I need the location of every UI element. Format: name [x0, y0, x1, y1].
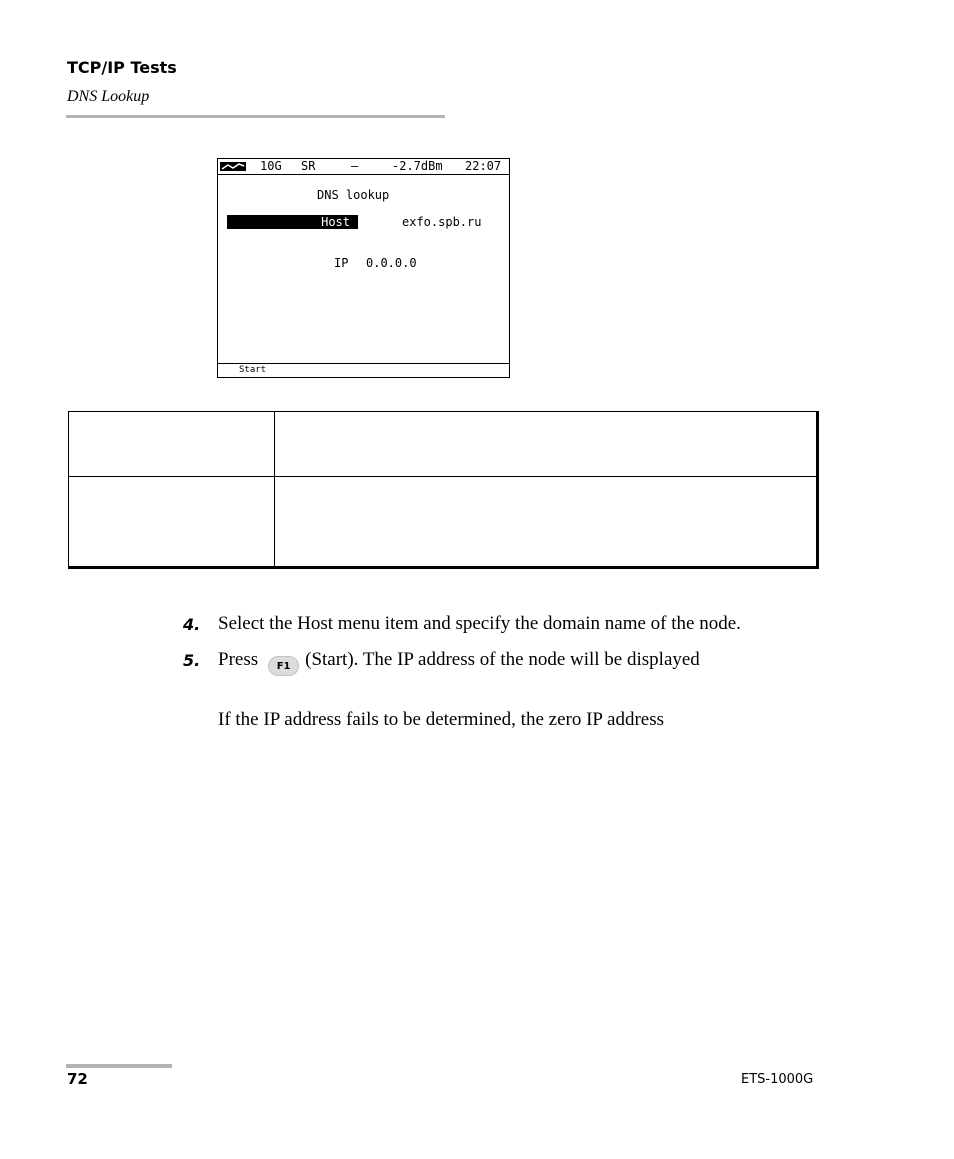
- device-screen: [217, 158, 510, 378]
- status-bar: [218, 159, 509, 175]
- start-softkey[interactable]: Start: [239, 365, 267, 375]
- step-text-after: (Start). The IP address of the node will be displayed: [305, 649, 700, 670]
- section-subtitle: DNS Lookup: [67, 88, 150, 105]
- f1-key-icon: F1: [268, 656, 299, 676]
- header-rule: [66, 115, 445, 118]
- step-text-before: Press: [218, 649, 259, 670]
- page-number: 72: [67, 1070, 88, 1088]
- footer-rule: [66, 1064, 172, 1068]
- table-row-divider: [69, 476, 816, 477]
- host-menu-item[interactable]: Host: [227, 215, 358, 229]
- product-name: ETS-1000G: [741, 1072, 814, 1087]
- step-text: [218, 649, 700, 676]
- ip-label: IP: [334, 256, 349, 270]
- info-table: [68, 411, 819, 569]
- status-separator: –: [351, 159, 359, 173]
- ip-value: 0.0.0.0: [366, 256, 417, 270]
- status-time: 22:07: [465, 159, 502, 173]
- status-power: -2.7dBm: [392, 159, 443, 173]
- note-text: If the IP address fails to be determined, the zero IP address: [218, 709, 664, 730]
- status-rate: 10G: [260, 159, 282, 173]
- status-mode: SR: [301, 159, 316, 173]
- host-value: exfo.spb.ru: [402, 215, 482, 229]
- softkey-bar: [218, 363, 509, 377]
- step-text: Select the Host menu item and specify the domain name of the node.: [218, 613, 741, 634]
- section-title: TCP/IP Tests: [67, 58, 177, 77]
- step-number: 4.: [183, 615, 201, 634]
- screen-title: DNS lookup: [317, 188, 390, 202]
- table-column-divider: [274, 412, 275, 566]
- signal-icon: [220, 162, 246, 171]
- step-number: 5.: [183, 651, 201, 670]
